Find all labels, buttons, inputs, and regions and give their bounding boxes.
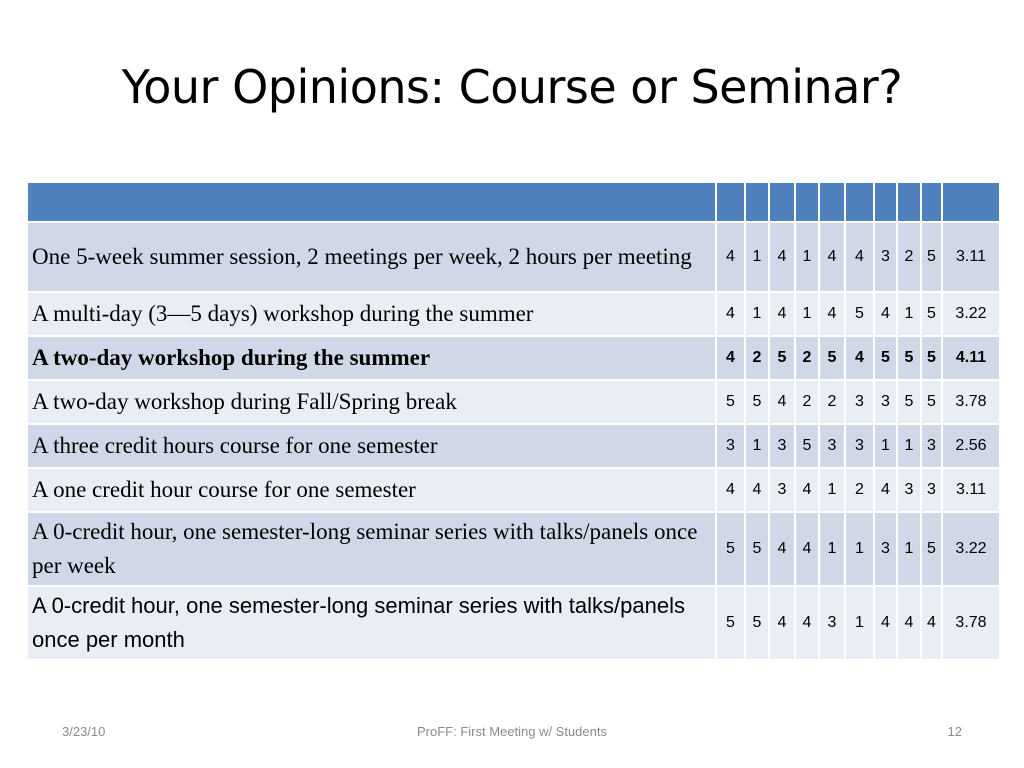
rating-cell: 5 (819, 336, 845, 380)
header-cell (716, 182, 745, 222)
rating-cell: 4 (769, 512, 795, 586)
rating-cell: 5 (716, 512, 745, 586)
rating-cell: 4 (819, 292, 845, 336)
average-cell: 4.11 (942, 336, 1000, 380)
rating-cell: 2 (795, 336, 819, 380)
rating-cell: 3 (769, 424, 795, 468)
row-label: One 5-week summer session, 2 meetings per week, 2 hours per meeting (27, 222, 716, 292)
rating-cell: 2 (845, 468, 874, 512)
table-row (27, 468, 1000, 512)
rating-cell: 1 (845, 586, 874, 660)
rating-cell: 3 (819, 424, 845, 468)
rating-cell: 5 (745, 512, 769, 586)
rating-cell: 1 (745, 292, 769, 336)
table-row (27, 292, 1000, 336)
rating-cell: 3 (921, 424, 942, 468)
rating-cell: 4 (716, 292, 745, 336)
rating-cell: 3 (874, 512, 897, 586)
footer-date: 3/23/10 (62, 724, 106, 739)
rating-cell: 4 (874, 292, 897, 336)
rating-cell: 2 (795, 380, 819, 424)
rating-cell: 3 (716, 424, 745, 468)
rating-cell: 5 (897, 380, 921, 424)
rating-cell: 1 (745, 222, 769, 292)
rating-cell: 5 (921, 292, 942, 336)
average-cell: 3.11 (942, 468, 1000, 512)
rating-cell: 1 (897, 292, 921, 336)
rating-cell: 4 (716, 336, 745, 380)
rating-cell: 1 (874, 424, 897, 468)
rating-cell: 5 (874, 336, 897, 380)
rating-cell: 5 (845, 292, 874, 336)
average-cell: 3.22 (942, 292, 1000, 336)
rating-cell: 3 (769, 468, 795, 512)
average-cell: 3.78 (942, 380, 1000, 424)
rating-cell: 4 (921, 586, 942, 660)
average-cell: 3.11 (942, 222, 1000, 292)
rating-cell: 5 (921, 512, 942, 586)
header-cell (27, 182, 716, 222)
rating-cell: 3 (897, 468, 921, 512)
rating-cell: 5 (769, 336, 795, 380)
header-cell (921, 182, 942, 222)
row-label: A three credit hours course for one semester (27, 424, 716, 468)
rating-cell: 4 (819, 222, 845, 292)
slide-title: Your Opinions: Course or Seminar? (121, 60, 903, 114)
rating-cell: 4 (769, 222, 795, 292)
rating-cell: 5 (745, 586, 769, 660)
rating-cell: 5 (795, 424, 819, 468)
rating-cell: 5 (921, 380, 942, 424)
header-cell (874, 182, 897, 222)
rating-cell: 3 (845, 424, 874, 468)
rating-cell: 1 (745, 424, 769, 468)
rating-cell: 2 (819, 380, 845, 424)
header-cell (845, 182, 874, 222)
row-label: A 0-credit hour, one semester-long seminar series with talks/panels once per week (27, 512, 716, 586)
rating-cell: 3 (874, 222, 897, 292)
average-cell: 3.78 (942, 586, 1000, 660)
average-cell: 3.22 (942, 512, 1000, 586)
rating-cell: 4 (897, 586, 921, 660)
rating-cell: 4 (874, 468, 897, 512)
rating-cell: 4 (795, 586, 819, 660)
rating-cell: 4 (874, 586, 897, 660)
row-label: A 0-credit hour, one semester-long seminar series with talks/panels once per month (27, 586, 716, 660)
rating-cell: 4 (845, 336, 874, 380)
rating-cell: 3 (819, 586, 845, 660)
row-label: A one credit hour course for one semester (27, 468, 716, 512)
rating-cell: 4 (716, 222, 745, 292)
rating-cell: 5 (921, 336, 942, 380)
table-row (27, 222, 1000, 292)
table-row (27, 512, 1000, 586)
table-row-highlighted (27, 336, 1000, 380)
header-cell (819, 182, 845, 222)
rating-cell: 2 (745, 336, 769, 380)
rating-cell: 2 (897, 222, 921, 292)
rating-cell: 4 (716, 468, 745, 512)
row-label: A two-day workshop during Fall/Spring break (27, 380, 716, 424)
rating-cell: 4 (795, 468, 819, 512)
rating-cell: 5 (716, 586, 745, 660)
rating-cell: 4 (769, 292, 795, 336)
rating-cell: 1 (819, 512, 845, 586)
rating-cell: 4 (845, 222, 874, 292)
rating-cell: 3 (921, 468, 942, 512)
row-label: A multi-day (3—5 days) workshop during the summer (27, 292, 716, 336)
table-row (27, 380, 1000, 424)
rating-cell: 4 (795, 512, 819, 586)
rating-cell: 5 (745, 380, 769, 424)
average-cell: 2.56 (942, 424, 1000, 468)
rating-cell: 1 (897, 512, 921, 586)
header-cell (897, 182, 921, 222)
rating-cell: 1 (897, 424, 921, 468)
table-row (27, 424, 1000, 468)
header-cell (769, 182, 795, 222)
rating-cell: 5 (716, 380, 745, 424)
rating-cell: 4 (769, 380, 795, 424)
row-label: A two-day workshop during the summer (27, 336, 716, 380)
rating-cell: 3 (845, 380, 874, 424)
rating-cell: 4 (745, 468, 769, 512)
rating-cell: 1 (819, 468, 845, 512)
table-row (27, 586, 1000, 660)
table-header-row (27, 182, 1000, 222)
footer-caption: ProFF: First Meeting w/ Students (416, 724, 607, 739)
rating-cell: 1 (845, 512, 874, 586)
rating-cell: 5 (897, 336, 921, 380)
header-cell (795, 182, 819, 222)
rating-cell: 5 (921, 222, 942, 292)
rating-cell: 4 (769, 586, 795, 660)
opinions-table (26, 181, 1001, 661)
rating-cell: 1 (795, 292, 819, 336)
header-cell (745, 182, 769, 222)
rating-cell: 3 (874, 380, 897, 424)
page-number: 12 (947, 724, 962, 739)
rating-cell: 1 (795, 222, 819, 292)
header-cell (942, 182, 1000, 222)
